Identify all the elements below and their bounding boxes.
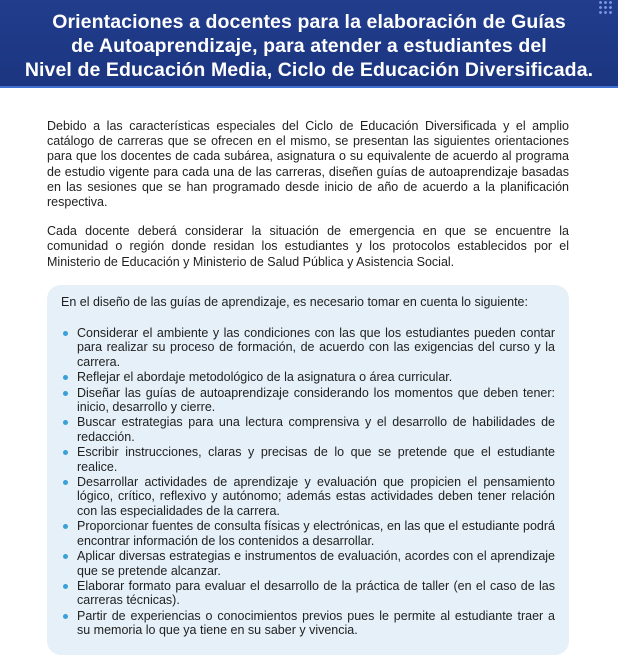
title-line: de Autoaprendizaje, para atender a estudiantes del [71,35,547,57]
list-item-text: Elaborar formato para evaluar el desarrollo de la práctica de taller (en el caso de las carreras técnicas). [77,578,555,608]
intro-section [47,119,569,284]
bullet-icon [63,420,68,425]
title-line: Nivel de Educación Media, Ciclo de Educación Diversificada. [24,59,594,81]
page-title [0,0,618,82]
header-banner [0,0,618,88]
list-item [61,386,555,415]
list-item [61,415,555,444]
list-item-text: Desarrollar actividades de aprendizaje y evaluación que propicien el pensamiento lógico, crítico, reflexivo y autónomo; además estas actividades deben tener relación con las especialidades de la carrera. [77,475,555,518]
bullet-icon [63,614,68,619]
dot-pattern-decoration [598,0,612,14]
bullet-icon [63,331,68,336]
list-item-text: Diseñar las guías de autoaprendizaje considerando los momentos que deben tener: inicio, desarrollo y cierre. [77,385,555,415]
title-line: Orientaciones a docentes para la elaboración de Guías [52,11,566,33]
list-item-text: Partir de experiencias o conocimientos previos pues le permite al estudiante traer a su memoria lo que ya tiene en su saber y vivencia. [77,608,555,638]
bullet-icon [63,391,68,396]
list-item-text: Buscar estrategias para una lectura comprensiva y el desarrollo de habilidades de redacción. [77,415,555,444]
list-item-text: Reflejar el abordaje metodológico de la asignatura o área curricular. [77,370,453,385]
guidelines-intro: En el diseño de las guías de aprendizaje, es necesario tomar en cuenta lo siguiente: [61,295,528,309]
list-item-text: Proporcionar fuentes de consulta físicas y electrónicas, en las que el estudiante podrá encontrar información de los contenidos a desarrollar. [77,519,555,548]
list-item [61,370,555,384]
list-item [61,326,555,369]
list-item [61,609,555,638]
guidelines-box [47,285,569,655]
list-item-text: Considerar el ambiente y las condiciones con las que los estudiantes pueden contar para realizar su proceso de formación, de acuerdo con las exigencias del curso y la carrera. [77,326,555,369]
intro-paragraph: Debido a las características especiales del Ciclo de Educación Diversificada y el amplio catálogo de carreras que se ofrecen en el mismo, se presentan las siguientes orientaciones para que los docentes de cada subárea, asignatura o su equivalente de acuerdo al programa de estudio vigente para cada una de las carreras, diseñen guías de autoaprendizaje basadas en las sesiones que se han programado desde inicio de año de acuerdo a la planificación respectiva. [47,119,569,210]
list-item [61,549,555,578]
bullet-icon [63,584,68,589]
list-item [61,519,555,548]
guidelines-list [61,326,555,638]
bullet-icon [63,524,68,529]
bullet-icon [63,480,68,485]
list-item-text: Escribir instrucciones, claras y precisas de lo que se pretende que el estudiante realice. [77,445,555,474]
list-item [61,579,555,608]
bullet-icon [63,554,68,559]
bullet-icon [63,375,68,380]
list-item-text: Aplicar diversas estrategias e instrumentos de evaluación, acordes con el aprendizaje que se pretende alcanzar. [77,549,555,578]
list-item [61,445,555,474]
intro-paragraph: Cada docente deberá considerar la situación de emergencia en que se encuentre la comunidad o región donde residan los estudiantes y los protocolos establecidos por el Ministerio de Educación y Ministerio de Salud Pública y Asistencia Social. [47,224,569,269]
bullet-icon [63,450,68,455]
list-item [61,475,555,518]
